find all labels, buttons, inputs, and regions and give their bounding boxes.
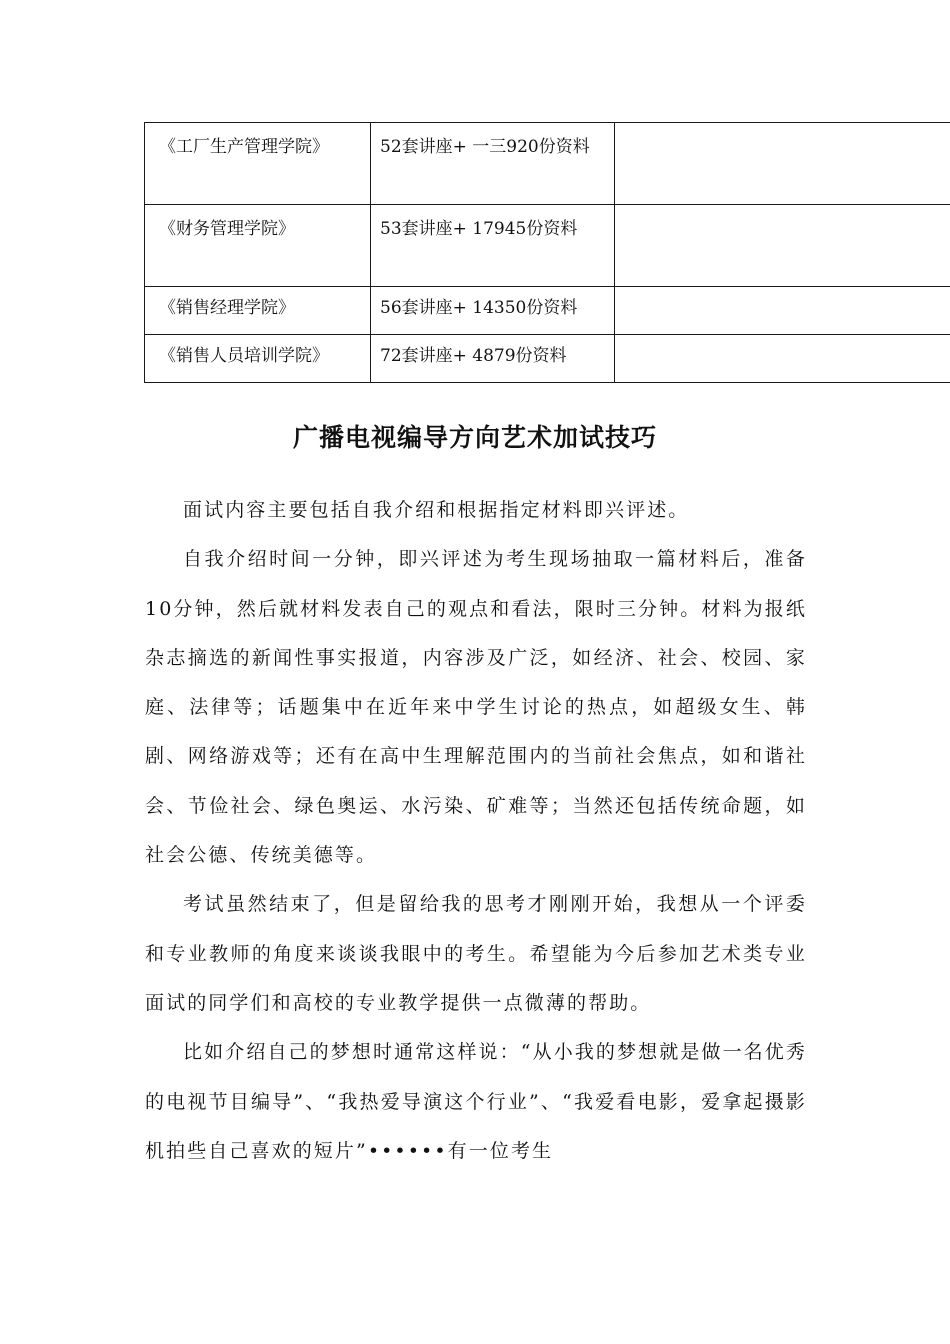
- courses-table: [144, 122, 950, 383]
- course-name-cell: 《财务管理学院》: [145, 205, 371, 287]
- table-row: [145, 123, 950, 205]
- empty-cell: [615, 123, 950, 205]
- course-name-cell: 《工厂生产管理学院》: [145, 123, 371, 205]
- empty-cell: [615, 287, 950, 335]
- course-name-cell: 《销售经理学院》: [145, 287, 371, 335]
- empty-cell: [615, 205, 950, 287]
- table-row: [145, 205, 950, 287]
- paragraph: 比如介绍自己的梦想时通常这样说：“从小我的梦想就是做一名优秀的电视节目编导”、“我热爱导演这个行业”、“我爱看电影，爱拿起摄影机拍些自己喜欢的短片”••••••有一位考生: [145, 1041, 807, 1162]
- article-body: [145, 486, 807, 1176]
- course-content-cell: 52套讲座+ 一三920份资料: [371, 123, 615, 205]
- table-row: [145, 287, 950, 335]
- paragraph: 考试虽然结束了，但是留给我的思考才刚刚开始，我想从一个评委和专业教师的角度来谈谈我眼中的考生。希望能为今后参加艺术类专业面试的同学们和高校的专业教学提供一点微薄的帮助。: [145, 893, 807, 1014]
- course-content-cell: 53套讲座+ 17945份资料: [371, 205, 615, 287]
- course-content-cell: 56套讲座+ 14350份资料: [371, 287, 615, 335]
- article-title: 广播电视编导方向艺术加试技巧: [292, 423, 657, 452]
- paragraph: 自我介绍时间一分钟，即兴评述为考生现场抽取一篇材料后，准备10分钟，然后就材料发表自己的观点和看法，限时三分钟。材料为报纸杂志摘选的新闻性事实报道，内容涉及广泛，如经济、社会、校园、家庭、法律等；话题集中在近年来中学生讨论的热点，如超级女生、韩剧、网络游戏等；还有在高中生理解范围内的当前社会焦点，如和谐社会、节俭社会、绿色奥运、水污染、矿难等；当然还包括传统命题，如社会公德、传统美德等。: [145, 548, 807, 867]
- table-row: [145, 335, 950, 383]
- empty-cell: [615, 335, 950, 383]
- course-name-cell: 《销售人员培训学院》: [145, 335, 371, 383]
- course-content-cell: 72套讲座+ 4879份资料: [371, 335, 615, 383]
- paragraph: 面试内容主要包括自我介绍和根据指定材料即兴评述。: [183, 499, 690, 521]
